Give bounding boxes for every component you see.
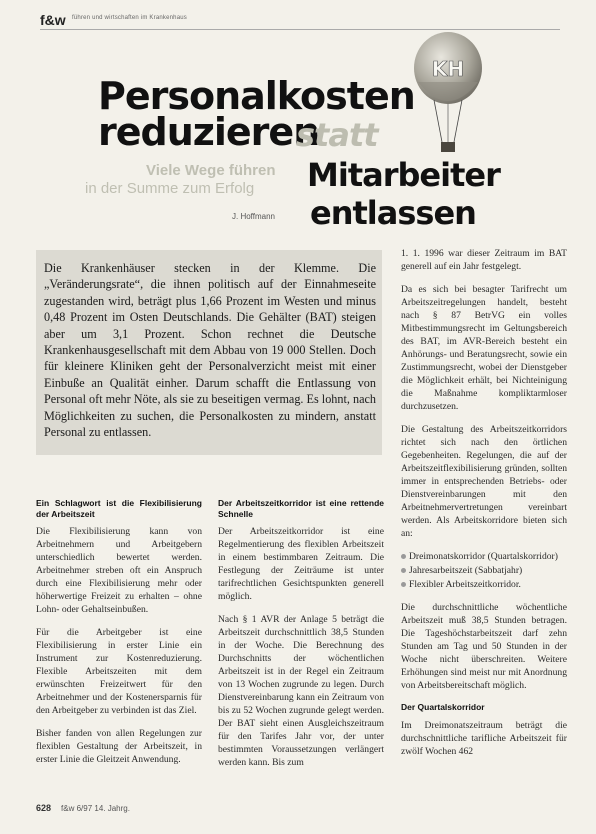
left-paragraph-2: Für die Arbeitgeber ist eine Flexibilisierung in erster Linie ein Instrument zur Kostenreduzierung. Flexible Arbeitszeiten mit dem erwünschten Freizeitwert für den Arbeitnehmer und der Kostenersparnis für den Arbeitgeber zu verbinden ist das Ziel. — [36, 627, 202, 716]
page-footer — [36, 803, 130, 813]
section-heading-quartalskorridor: Der Quartalskorridor — [401, 702, 485, 712]
right-paragraph-4: Die durchschnittliche wöchentliche Arbeitszeit muß 38,5 Stunden betragen. Die Tageshöchstarbeitszeit darf zehn Stunden am Tag und 50 Stunden in der Woche nicht überschreiten. Weitere Erhöhungen sind meist nur mit Anordnung von Arbeitsbereitschaft möglich. — [401, 602, 567, 691]
middle-paragraph-1: Der Arbeitszeitkorridor ist eine Regelmentierung des flexiblen Arbeitszeit in einem bestimmbaren Zeitraum. Die Festlegung der Zeiträume ist unter tarifrechtlichen Gesichtspunkten generell möglich. — [218, 526, 384, 602]
right-paragraph-5: Im Dreimonatszeitraum beträgt die durchschnittliche tarifliche Arbeitszeit für zwölf Wochen 462 — [401, 719, 567, 757]
balloon-label: KH — [431, 57, 465, 81]
middle-column — [218, 498, 384, 779]
left-column — [36, 498, 202, 776]
subtitle-line-2: in der Summe zum Erfolg — [85, 180, 255, 197]
journal-logo: f&w — [40, 12, 66, 28]
right-paragraph-2: Da es sich bei besagter Tarifrecht um Arbeitszeitregelungen handelt, besteht nach § 87 BetrVG ein volles Mitbestimmungsrecht im Geltungsbereich des BAT, im AVR-Bereich besteht ein Anhörungs- und Beratungsrecht, sowie ein Zustimmungsrecht, wobei der Dienstgeber die Möglichkeit erhält, bei Nichteinigung die Maßnahme kompliktarmloser durchzusetzen. — [401, 284, 567, 412]
lead-box — [36, 250, 382, 455]
page-number: 628 — [36, 803, 52, 813]
list-item: Dreimonatskorridor (Quartalskorridor) — [401, 550, 567, 563]
running-head: führen und wirtschaften im Krankenhaus — [72, 15, 187, 21]
section-heading-flexibilisierung: Ein Schlagwort ist die Flexibilisierung der Arbeitszeit — [36, 498, 202, 519]
headline-line-1: Personalkosten — [98, 74, 415, 118]
corridor-list — [401, 550, 567, 591]
headline-connector: statt — [296, 116, 378, 154]
middle-paragraph-2: Nach § 1 AVR der Anlage 5 beträgt die Arbeitszeit durchschnittlich 38,5 Stunden in der Woche. Die Berechnung des Durchschnitts der wöchentlichen Arbeitszeit ist in der Regel ein Zeitraum von 13 Wochen zugrunde zu legen. Durch Dienstvereinbarung kann ein Zeitraum von bis zu 52 Wochen zugrunde gelegt werden. Der BAT sieht einen Ausgleichszeitraum für den Tarifes Jahr vor, der unter bestimmten Voraussetzungen verlängert werden kann. Bis zum — [218, 614, 384, 768]
subtitle-line-1: Viele Wege führen — [146, 162, 276, 179]
author-byline: J. Hoffmann — [232, 212, 275, 221]
right-column — [401, 247, 567, 768]
hot-air-balloon-illustration — [408, 30, 488, 160]
lead-paragraph: Die Krankenhäuser stecken in der Klemme. Die „Veränderungsrate“, die ihnen politisch auf der Einnahmeseite zugestanden wird, beträgt plus 1,66 Prozent im Westen und minus 0,48 Prozent im Osten Deutschlands. Die Gehälter (BAT) steigen aber um 3,1 Prozent. Schon rechnet die Deutsche Krankenhausgesellschaft mit dem Abbau von 19 000 Stellen. Doch für kleinere Kliniken geht der Personalverzicht meist mit einer Einbuße an Qualität einher. Darum schafft die Entlassung von Personal oft mehr Nöte, als sie zu beseitigen vermag. Es lohnt, nach Möglichkeiten zu suchen, die Personalkosten zu mindern, anstatt Personal zu entlassen. — [44, 261, 376, 440]
issue-info: f&w 6/97 14. Jahrg. — [61, 804, 130, 813]
right-paragraph-1: 1. 1. 1996 war dieser Zeitraum im BAT generell auf ein Jahr festgelegt. — [401, 248, 567, 272]
headline-line-2: reduzieren — [98, 110, 320, 154]
section-heading-arbeitszeitkorridor: Der Arbeitszeitkorridor ist eine rettende Schnelle — [218, 498, 384, 519]
headline-line-3: Mitarbeiter — [307, 156, 500, 194]
left-paragraph-3: Bisher fanden von allen Regelungen zur flexiblen Gestaltung der Arbeitszeit, in erster Linie die Gleitzeit Anwendung. — [36, 728, 202, 765]
left-paragraph-1: Die Flexibilisierung kann von Arbeitnehmern und Arbeitgebern unterschiedlich bewertet werden. Arbeitnehmer streben oft ein Anspruch durch eine Flexibilisierung mehr oder höherwertige Freizeit zu erhalten – ohne Lohn- oder Gehaltseinbußen. — [36, 526, 202, 615]
list-item: Jahresarbeitszeit (Sabbatjahr) — [401, 564, 567, 577]
right-paragraph-3: Die Gestaltung des Arbeitszeitkorridors richtet sich nach den örtlichen Gegebenheiten. Regelungen, die auf der Arbeitszeitflexibilisierung gründen, sollten immer in entsprechenden Betriebs- oder Dienstvereinbarungen mit den Arbeitnehmervertretungen vereinbart werden. Als Arbeitskorridore bieten sich an: — [401, 424, 567, 539]
list-item: Flexibler Arbeitszeitkorridor. — [401, 578, 567, 591]
headline-line-4: entlassen — [310, 194, 476, 232]
balloon-basket — [441, 142, 455, 152]
